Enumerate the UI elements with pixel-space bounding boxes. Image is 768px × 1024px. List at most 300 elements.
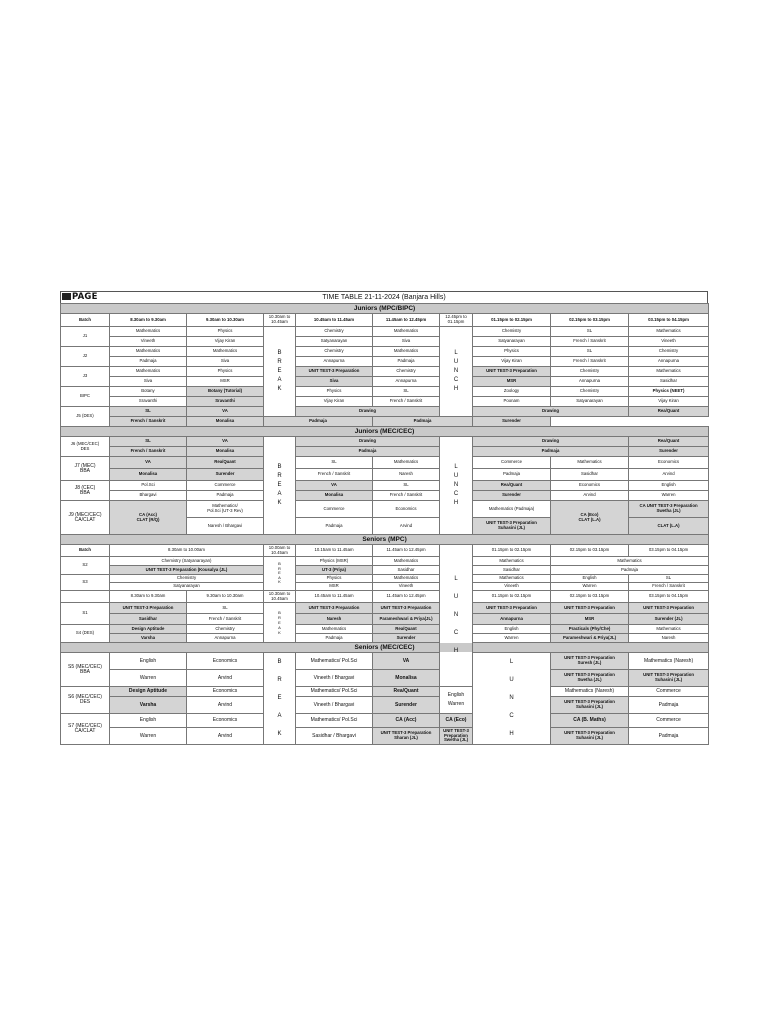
table-row (61, 337, 709, 347)
faculty-cell: Warren (110, 670, 187, 687)
time-slot-header: 9.30am to 10.30am (187, 591, 264, 603)
faculty-cell: Vijay Kiran (629, 397, 709, 407)
subject-cell: SL (373, 387, 440, 397)
table-row (61, 407, 709, 417)
faculty-cell: Surender (473, 417, 551, 427)
faculty-cell: Sasidhar (551, 469, 629, 481)
batch-cell: S5 (MEC/CEC) BBA (61, 653, 110, 687)
faculty-cell: Sasidhar (629, 377, 709, 387)
table-row (61, 501, 709, 518)
break-time-header: 10.30am to 10.45am (264, 314, 296, 327)
subject-cell: Chemistry (473, 327, 551, 337)
subject-cell: CA (Eco) (440, 714, 473, 728)
subject-cell: Commerce (296, 501, 373, 518)
faculty-cell: Padmaja (473, 447, 629, 457)
faculty-cell: French / Sanskrit (187, 614, 264, 625)
table-row (61, 575, 709, 583)
faculty-cell: Surender (473, 491, 551, 501)
break-time-header: 10.00am to 10.45am (264, 545, 296, 557)
batch-cell: J6 (MEC/CEC) DES (61, 437, 110, 457)
time-slot-header: 01.15pm to 02.15pm (473, 314, 551, 327)
subject-cell: Commerce (629, 714, 709, 728)
subject-cell: Mathematics (473, 557, 551, 566)
batch-cell: S1 (61, 603, 110, 625)
faculty-cell: Annapurna (473, 614, 551, 625)
batch-cell: S3 (61, 575, 110, 591)
faculty-cell: Surender (187, 469, 264, 481)
subject-cell: Physics (296, 387, 373, 397)
batch-cell: S6 (MEC/CEC) DES (61, 687, 110, 714)
faculty-cell: Siva (296, 377, 373, 387)
time-slot-header: 01.15pm to 02.15pm (473, 591, 551, 603)
subject-cell: Chemistry (110, 575, 264, 583)
logo-text: PAGE (72, 292, 98, 302)
faculty-cell: Satyanarayan (296, 337, 373, 347)
time-slot-header: 11.45am to 12.45pm (373, 314, 440, 327)
subject-cell: Drawing (473, 407, 629, 417)
faculty-cell: Bhargavi (110, 491, 187, 501)
faculty-cell: Naresh (373, 469, 440, 481)
subject-cell: Chemistry (187, 625, 264, 634)
faculty-cell: Arvind (629, 469, 709, 481)
faculty-cell: MSR (296, 583, 373, 591)
batch-cell: J8 (CEC) BBA (61, 481, 110, 501)
subject-cell: Economics (187, 653, 264, 670)
table-row (61, 697, 709, 714)
faculty-cell: Vijay Kiran (187, 337, 264, 347)
batch-cell: S4 (DES) (61, 625, 110, 643)
faculty-cell: Warren (629, 491, 709, 501)
subject-cell: Mathematics (110, 327, 187, 337)
faculty-cell: Padmaja (110, 357, 187, 367)
subject-cell: SL (187, 603, 264, 614)
table-row (61, 481, 709, 491)
section-title: Seniors (MEC/CEC) (61, 643, 709, 653)
table-row (61, 417, 709, 427)
table-row (61, 327, 709, 337)
table-row (61, 687, 709, 697)
subject-cell: CA (Acc) (373, 714, 440, 728)
time-slot-header: 03.15pm to 04.15pm (629, 545, 709, 557)
faculty-cell: UNIT TEST-3 Preparation Suhasini (JL) (551, 697, 629, 714)
section-row (61, 643, 709, 653)
faculty-cell: Annapurna (629, 357, 709, 367)
faculty-cell: Arvind (187, 728, 264, 745)
subject-cell: Chemistry (Satyanarayan) (110, 557, 264, 566)
faculty-cell: Padmaja (373, 417, 473, 427)
subject-cell: English (110, 714, 187, 728)
break-column: B R E A K (264, 653, 296, 745)
subject-cell: SL (551, 327, 629, 337)
subject-cell: Botany (Tutorial) (187, 387, 264, 397)
subject-cell: Chemistry (551, 387, 629, 397)
table-row (61, 603, 709, 614)
faculty-cell: Naresh / Bhargavi (187, 518, 264, 535)
faculty-cell: Arvind (187, 670, 264, 687)
faculty-cell: Monalisa (373, 670, 440, 687)
table-row (61, 397, 709, 407)
table-row (61, 469, 709, 481)
faculty-cell: Vineeth / Bhargavi (296, 670, 373, 687)
batch-cell: J1 (61, 327, 110, 347)
time-slot-header: 10.15am to 11.45am (296, 545, 373, 557)
faculty-cell: Surender (373, 634, 440, 643)
faculty-cell: UNIT TEST-3 Preparation Suhasini (JL) (551, 728, 629, 745)
faculty-cell: French / Sanskrit (551, 357, 629, 367)
batch-cell: J9 (MEC/CEC) CA/CLAT (61, 501, 110, 535)
subject-cell: UNIT TEST-3 Preparation (110, 603, 187, 614)
section-row (61, 535, 709, 545)
time-slot-header: 01.15pm to 02.15pm (473, 545, 551, 557)
subject-cell: Drawing (296, 407, 440, 417)
faculty-cell: Warren (110, 728, 187, 745)
subject-cell: Mathematics (629, 625, 709, 634)
faculty-cell: MSR (473, 377, 551, 387)
subject-cell: Mathematics (Padmaja) (473, 501, 551, 518)
subject-cell: Mathematics (629, 367, 709, 377)
subject-cell: Rea/Quant (373, 687, 440, 697)
faculty-cell: UT-3 (Priya) (296, 566, 373, 575)
subject-cell: Design Aptitude (110, 625, 187, 634)
table-row (61, 728, 709, 745)
section-title: Juniors (MPC/BIPC) (61, 304, 709, 314)
subject-cell: CA (Eco) CLAT (L.A) (551, 501, 629, 535)
subject-cell: Mathematics (Naresh) (629, 653, 709, 670)
table-row (61, 491, 709, 501)
subject-cell: Economics (187, 687, 264, 697)
faculty-cell: Naresh (296, 614, 373, 625)
subject-cell: Botany (110, 387, 187, 397)
time-slot-header: 10.45am to 11.45am (296, 314, 373, 327)
table-row (61, 634, 709, 643)
faculty-cell: Monalisa (187, 447, 264, 457)
section-row (61, 427, 709, 437)
faculty-cell: UNIT TEST-3 Preparation Swetha (JL) (551, 670, 629, 687)
section-title: Juniors (MEC/CEC) (61, 427, 709, 437)
subject-cell: VA (373, 653, 440, 670)
time-slot-header: 03.15pm to 04.15pm (629, 591, 709, 603)
time-slot-header: 8.30am to 10.00am (110, 545, 264, 557)
faculty-cell: Sasidhar (373, 566, 440, 575)
faculty-cell: Sasidhar (110, 614, 187, 625)
subject-cell: Commerce (187, 481, 264, 491)
table-row (61, 566, 709, 575)
faculty-cell: Monalisa (296, 491, 373, 501)
time-header-row (61, 591, 709, 603)
faculty-cell: Poonam (473, 397, 551, 407)
faculty-cell: Siva (187, 357, 264, 367)
faculty-cell: Warren (473, 634, 551, 643)
break-time-header: 10.30am to 10.45am (264, 591, 296, 603)
subject-cell: UNIT TEST-3 Preparation (551, 603, 629, 614)
subject-cell: English (110, 653, 187, 670)
subject-cell: SL (110, 437, 187, 447)
subject-cell: VA (187, 437, 264, 447)
subject-cell: VA (110, 457, 187, 469)
faculty-cell: French / Sanskrit (629, 583, 709, 591)
faculty-cell: Vineeth / Bhargavi (296, 697, 373, 714)
subject-cell: Physics (296, 575, 373, 583)
table-row (61, 625, 709, 634)
table-row (61, 387, 709, 397)
faculty-cell: Naresh (629, 634, 709, 643)
subject-cell: Rea/Quant (629, 437, 709, 447)
table-row (61, 653, 709, 670)
batch-cell: S7 (MEC/CEC) CA/CLAT (61, 714, 110, 745)
faculty-cell: Padmaja (296, 634, 373, 643)
batch-header-blank (61, 591, 110, 603)
subject-cell: Zoology (473, 387, 551, 397)
table-row (61, 557, 709, 566)
faculty-cell: MSR (187, 377, 264, 387)
subject-cell: UNIT TEST-3 Preparation (473, 367, 551, 377)
table-row (61, 714, 709, 728)
subject-cell: Chemistry (296, 347, 373, 357)
faculty-cell: Annapurna (551, 377, 629, 387)
subject-cell: Mathematics (373, 457, 440, 469)
lunch-column: L U N C H (473, 653, 551, 745)
faculty-cell: UNIT TEST-3 Preparation Sharan (JL) (373, 728, 440, 745)
faculty-cell: Vijay Kiran (296, 397, 373, 407)
subject-cell: Economics (629, 457, 709, 469)
faculty-cell: CLAT (L.A) (629, 518, 709, 535)
subject-cell: Design Aptitude (110, 687, 187, 697)
faculty-cell: Siva (373, 337, 440, 347)
faculty-cell: French / Sanskrit (110, 417, 187, 427)
subject-cell: Rea/Quant (373, 625, 440, 634)
subject-cell: UNIT TEST-3 Preparation (296, 603, 373, 614)
faculty-cell: Satyanarayan (110, 583, 264, 591)
subject-cell: SL (551, 347, 629, 357)
faculty-cell: French / Sanskrit (373, 491, 440, 501)
faculty-cell: Padmaja (187, 491, 264, 501)
subject-cell: Drawing (296, 437, 440, 447)
time-slot-header: 11.45am to 12.45pm (373, 591, 440, 603)
table-row (61, 457, 709, 469)
subject-cell: VA (296, 481, 373, 491)
faculty-cell: Vineeth (110, 337, 187, 347)
table-row (61, 357, 709, 367)
break-column: B R E A K (264, 327, 296, 417)
subject-cell: Mathematics (296, 625, 373, 634)
table-row (61, 614, 709, 625)
subject-cell: Rea/Quant (629, 407, 709, 417)
subject-cell: Mathematics/ Pol.Sci (296, 653, 373, 670)
time-header-row (61, 545, 709, 557)
timetable-title: TIME TABLE 21-11-2024 (Banjara Hills) (322, 294, 446, 301)
faculty-cell: Surender (373, 697, 440, 714)
faculty-cell: Satyanarayan (551, 397, 629, 407)
faculty-cell: Padmaja (296, 518, 373, 535)
table-row (61, 670, 709, 687)
faculty-cell: MSR (551, 614, 629, 625)
table-row (61, 437, 709, 447)
faculty-cell: Padmaja (629, 697, 709, 714)
break-column: B R E A K (264, 603, 296, 643)
faculty-cell: Sasidhar (473, 566, 551, 575)
faculty-cell: Sravanthi (187, 397, 264, 407)
subject-cell: English Warren (440, 687, 473, 714)
batch-cell: J7 (MEC) BBA (61, 457, 110, 481)
subject-cell: UNIT TEST-3 Preparation Suresh (JL) (551, 653, 629, 670)
faculty-cell: Vineeth (373, 583, 440, 591)
batch-cell: J5 (DES) (61, 407, 110, 427)
subject-cell: UNIT TEST-3 Preparation (373, 603, 440, 614)
subject-cell: Mathematics/ Pol.Sci (296, 714, 373, 728)
subject-cell: Practicals (Phy/Che) (551, 625, 629, 634)
subject-cell: Economics (187, 714, 264, 728)
subject-cell: Mathematics (187, 347, 264, 357)
time-slot-header: 10.45am to 11.45am (296, 591, 373, 603)
subject-cell: Physics (MSR) (296, 557, 373, 566)
subject-cell: Mathematics (373, 347, 440, 357)
subject-cell: SL (629, 575, 709, 583)
lunch-time-header: 12.45pm to 01.15pm (440, 314, 473, 327)
faculty-cell: French / Sanskrit (296, 469, 373, 481)
timetable-header (60, 291, 708, 303)
time-slot-header: 8.30am to 9.30am (110, 314, 187, 327)
subject-cell: SL (373, 481, 440, 491)
subject-cell: Economics (373, 501, 440, 518)
table-row (61, 367, 709, 377)
subject-cell: Chemistry (373, 367, 440, 377)
faculty-cell: Monalisa (110, 469, 187, 481)
batch-cell: BIPC (61, 387, 110, 407)
subject-cell: Economics (551, 481, 629, 491)
batch-cell: J2 (61, 347, 110, 367)
lunch-column: L U N C H (440, 327, 473, 417)
time-slot-header: 02.15pm to 03.15pm (551, 314, 629, 327)
faculty-cell: Padmaja (264, 417, 373, 427)
faculty-cell: Arvind (551, 491, 629, 501)
faculty-cell: Padmaja (296, 447, 440, 457)
time-slot-header: 03.15pm to 04.15pm (629, 314, 709, 327)
subject-cell: Physics (NEET) (629, 387, 709, 397)
subject-cell: Chemistry (296, 327, 373, 337)
subject-cell: Mathematics (110, 367, 187, 377)
faculty-cell: UNIT TEST-3 Preparation Swetha (JL) (440, 728, 473, 745)
section-title: Seniors (MPC) (61, 535, 709, 545)
subject-cell: Mathematics (110, 347, 187, 357)
subject-cell: Mathematics/ Pol.Sci (UT-3 Rev) (187, 501, 264, 518)
subject-cell: Pol.Sci (110, 481, 187, 491)
faculty-cell: Padmaja (551, 566, 709, 575)
faculty-cell: Annapurna (296, 357, 373, 367)
subject-cell: Mathematics (629, 327, 709, 337)
subject-cell: English (473, 625, 551, 634)
timetable-table (60, 303, 709, 745)
faculty-cell: French / Sanskrit (110, 447, 187, 457)
lunch-column: L U N C H (440, 545, 473, 687)
faculty-cell: Vijay Kiran (473, 357, 551, 367)
subject-cell: CA (B. Maths) (551, 714, 629, 728)
break-column: B R E A K (264, 437, 296, 535)
time-slot-header: 02.15pm to 03.15pm (551, 545, 629, 557)
faculty-cell: Annapurna (187, 634, 264, 643)
subject-cell: Physics (473, 347, 551, 357)
faculty-cell: Satyanarayan (473, 337, 551, 347)
faculty-cell: Surender (629, 447, 709, 457)
time-slot-header: 11.45am to 12.45pm (373, 545, 440, 557)
table-row (61, 347, 709, 357)
subject-cell: VA (187, 407, 264, 417)
time-header-row (61, 314, 709, 327)
subject-cell: Physics (187, 327, 264, 337)
subject-cell: UNIT TEST-3 Preparation (629, 603, 709, 614)
faculty-cell: Siva (110, 377, 187, 387)
faculty-cell: Varsha (110, 634, 187, 643)
faculty-cell: French / Sanskrit (373, 397, 440, 407)
subject-cell: UNIT TEST-3 Preparation (296, 367, 373, 377)
subject-cell: CA UNIT TEST-3 Preparation Swetha (JL) (629, 501, 709, 518)
faculty-cell: Annapurna (373, 377, 440, 387)
batch-cell: S2 (61, 557, 110, 575)
timetable-sheet (60, 291, 708, 745)
subject-cell: Mathematics (551, 557, 709, 566)
faculty-cell: Padmaja (373, 357, 440, 367)
batch-header: Batch (61, 314, 110, 327)
faculty-cell: Surender (JL) (629, 614, 709, 625)
subject-cell: Chemistry (551, 367, 629, 377)
subject-cell: English (551, 575, 629, 583)
time-slot-header: 8.30am to 9.30am (110, 591, 187, 603)
subject-cell: SL (296, 457, 373, 469)
batch-header: Batch (61, 545, 110, 557)
faculty-cell: French / Sanskrit (551, 337, 629, 347)
batch-cell: J3 (61, 367, 110, 387)
subject-cell: Commerce (473, 457, 551, 469)
subject-cell: Mathematics (373, 575, 440, 583)
table-row (61, 583, 709, 591)
subject-cell: Rea/Quant (473, 481, 551, 491)
subject-cell: Chemistry (629, 347, 709, 357)
faculty-cell: Parameshwari & Priya(JL) (551, 634, 629, 643)
faculty-cell: Sasidhar / Bhargavi (296, 728, 373, 745)
subject-cell: English (629, 481, 709, 491)
subject-cell: SL (110, 407, 187, 417)
table-row (61, 377, 709, 387)
subject-cell: Physics (187, 367, 264, 377)
faculty-cell: Sravanthi (110, 397, 187, 407)
faculty-cell: UNIT TEST-3 Preparation (Kousalya (JL) (110, 566, 264, 575)
section-row (61, 304, 709, 314)
faculty-cell: Vineeth (473, 583, 551, 591)
subject-cell: Drawing (473, 437, 629, 447)
faculty-cell: Varsha (110, 697, 187, 714)
faculty-cell: Arvind (373, 518, 440, 535)
subject-cell: Mathematics (373, 557, 440, 566)
subject-cell: Rea/Quant (187, 457, 264, 469)
subject-cell: Mathematics (551, 457, 629, 469)
lunch-column: L U N C H (440, 437, 473, 535)
faculty-cell: UNIT TEST-3 Preparation Suhasini (JL) (473, 518, 551, 535)
subject-cell: Mathematics (373, 327, 440, 337)
subject-cell: UNIT TEST-3 Preparation (473, 603, 551, 614)
faculty-cell: Vineeth (629, 337, 709, 347)
subject-cell: CA (Acc) CLAT (R/Q) (110, 501, 187, 535)
faculty-cell: Monalisa (187, 417, 264, 427)
faculty-cell: Parameshwari & Priya(JL) (373, 614, 440, 625)
faculty-cell: Padmaja (473, 469, 551, 481)
time-slot-header: 9.30am to 10.30am (187, 314, 264, 327)
subject-cell: Commerce (629, 687, 709, 697)
time-slot-header: 02.15pm to 03.15pm (551, 591, 629, 603)
subject-cell: Mathematics (Naresh) (551, 687, 629, 697)
subject-cell: Mathematics/ Pol.Sci (296, 687, 373, 697)
faculty-cell: UNIT TEST-3 Preparation Suhasini (JL) (629, 670, 709, 687)
table-row (61, 447, 709, 457)
break-column: B R E A K (264, 557, 296, 591)
